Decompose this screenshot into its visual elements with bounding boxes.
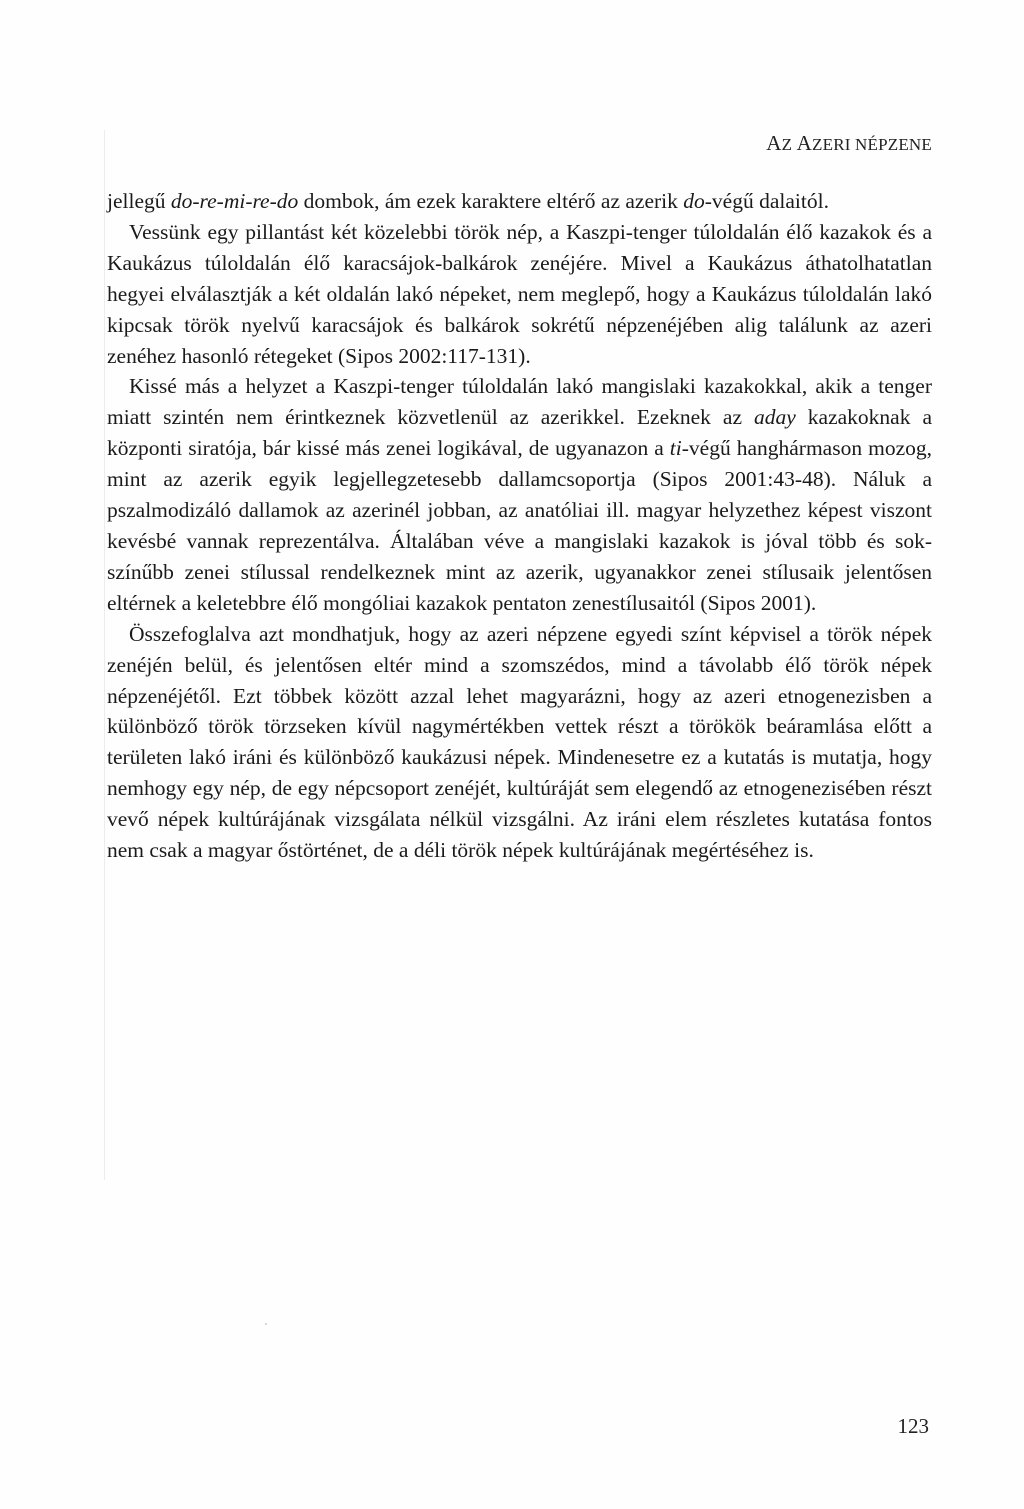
paragraph-1-text-c: -végű dalaitól. (704, 189, 829, 213)
paragraph-1-text-a: jellegű (107, 189, 171, 213)
paragraph-1-text-b: dombok, ám ezek karaktere eltérő az azerik (298, 189, 684, 213)
running-head-initial-2: A (796, 131, 813, 155)
paragraph-3-italic-a: aday (754, 405, 796, 430)
running-head-rest-2: ZERI NÉPZENE (812, 135, 932, 154)
page-number: 123 (897, 1414, 929, 1438)
paragraph-1 (107, 186, 932, 217)
running-head-initial-1: A (766, 131, 782, 155)
paragraph-4-text: Összefoglalva azt mondhatjuk, hogy az azeri népzene egyedi színt képvisel a török népek zenéjén belül, és jelentősen eltér mind a szomszédos, mind a távolabb élő török népek népzenéjétől. Ezt többek között azzal lehet magyarázni, hogy az azeri etnogenezisben a különböző török törzseken kívül nagymértékben vettek részt a törökök beáramlása előtt a területen lakó iráni és különböző kaukázusi népek. Mindenesetre ez a kutatás is mutatja, hogy nemhogy egy nép, de egy népcsoport zenéjét, kultúráját sem elegendő az etnogenezisében részt vevő népek kultúrájának vizsgálata nélkül vizsgálni. Az iráni elem részletes kutatása fontos nem csak a magyar őstörténet, de a déli török népek kultúrájának megértéséhez is. (107, 621, 932, 863)
paragraph-2 (107, 217, 932, 372)
body-text (107, 186, 932, 866)
running-head (766, 131, 932, 156)
paragraph-3-text-b: kazakoknak a központi siratója, bár kissé más zenei logikával, de ugyanazon a (107, 405, 933, 461)
scan-edge-line (104, 130, 105, 1180)
running-head-rest-1: Z (781, 135, 797, 154)
paragraph-2-text: Vessünk egy pillantást két közelebbi török nép, a Kaszpi-tenger túloldalán élő kazakok és a Kaukázus túloldalán élő karacsájok-balkárok zenéjére. Mivel a Kaukázus áthatolhatatlan hegyei elválasztják a két oldalán lakó népeket, nem meglepő, hogy a Kaukázus túloldalán lakó kipcsak török nyelvű karacsájok és balkárok sokrétű népzenéjében alig találunk az azeri zenéhez hasonló rétegeket (Sipos 2002:117-131). (107, 219, 932, 368)
paragraph-4 (107, 619, 932, 866)
paragraph-3 (107, 371, 932, 618)
paragraph-3-text-c: -végű hanghármason mozog, mint az azerik egyik legjellegzetesebb dallamcsoportja (Sipos 2001:43-48). Náluk a pszalmodizáló dallamok az azerinél jobban, az anatóliai ill. magyar helyzethez képest viszont kevésbé vannak reprezentálva. Általában véve a mangislaki kazakok is jóval több és sokszínűbb zenei stílussal rendelkeznek mint az azerik, ugyanakkor zenei stílusaik jelentősen eltérnek a keletebbre élő mongóliai kazakok pentaton zenestílusaitól (Sipos 2001). (107, 436, 932, 615)
paragraph-3-text-a: Kissé más a helyzet a Kaszpi-tenger túloldalán lakó mangislaki kazakokkal, akik a tenger miatt szintén nem érintkeznek közvetlenül az azerikkel. Ezeknek az (107, 374, 932, 430)
paragraph-3-italic-b: ti (669, 436, 682, 461)
scan-speck (265, 1323, 267, 1325)
paragraph-1-italic-a: do-re-mi-re-do (170, 189, 299, 213)
paragraph-1-italic-b: do (683, 189, 705, 213)
